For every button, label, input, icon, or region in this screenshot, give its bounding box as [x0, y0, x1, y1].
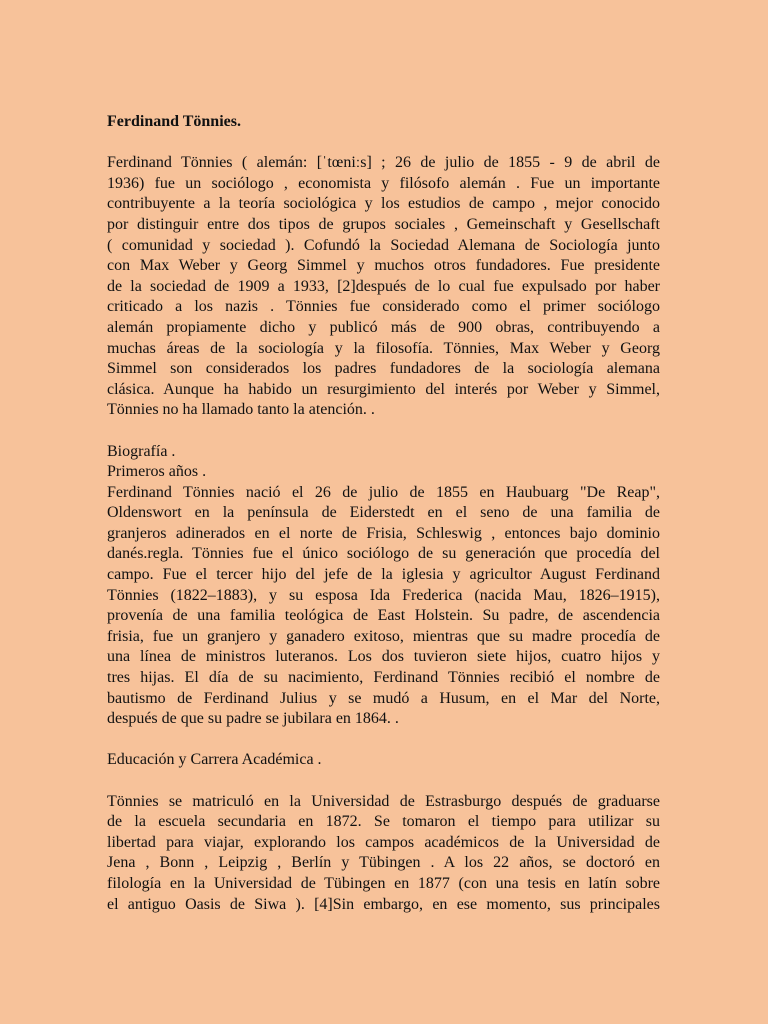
text-line: Simmel son considerados los padres fundadores de la sociología alemana	[107, 360, 660, 378]
text-line: por distinguir entre dos tipos de grupos sociales , Gemeinschaft y Gesellschaft	[107, 215, 660, 233]
text-line: bautismo de Ferdinand Julius y se mudó a Husum, en el Mar del Norte,	[107, 689, 660, 707]
paragraph-gap	[107, 730, 660, 751]
text-line: Jena , Bonn , Leipzig , Berlín y Tübingen . A los 22 años, se doctoró en	[107, 854, 660, 872]
text-line: Ferdinand Tönnies ( alemán: [ˈtœniːs] ; 26 de julio de 1855 - 9 de abril de	[107, 154, 660, 172]
text-line: después de que su padre se jubilara en 1864. .	[107, 710, 399, 728]
text-line: danés.regla. Tönnies fue el único sociólogo de su generación que procedía del	[107, 545, 660, 563]
education-paragraph	[107, 792, 660, 916]
early-years-heading: Primeros años .	[107, 463, 207, 481]
early-years-paragraph	[107, 483, 660, 730]
text-line: de la sociedad de 1909 a 1933, [2]después de lo cual fue expulsado por haber	[107, 277, 660, 295]
paragraph-gap	[107, 421, 660, 442]
text-line: Tönnies no ha llamado tanto la atención. .	[107, 401, 375, 419]
text-line: libertad para viajar, explorando los campos académicos de la Universidad de	[107, 833, 660, 851]
text-line: criticado a los nazis . Tönnies fue considerado como el primer sociólogo	[107, 298, 660, 316]
text-line: de la escuela secundaria en 1872. Se tomaron el tiempo para utilizar su	[107, 813, 660, 831]
text-line: granjeros adinerados en el norte de Frisia, Schleswig , entonces bajo dominio	[107, 524, 660, 542]
text-line: Tönnies (1822–1883), y su esposa Ida Frederica (nacida Mau, 1826–1915),	[107, 586, 660, 604]
text-line: frisia, fue un granjero y ganadero exitoso, mientras que su madre procedía de	[107, 627, 660, 645]
text-line: clásica. Aunque ha habido un resurgimiento del interés por Weber y Simmel,	[107, 380, 660, 398]
text-line: filología en la Universidad de Tübingen en 1877 (con una tesis en latín sobre	[107, 874, 660, 892]
text-line: muchas áreas de la sociología y la filosofía. Tönnies, Max Weber y Georg	[107, 339, 660, 357]
text-line: contribuyente a la teoría sociológica y los estudios de campo , mejor conocido	[107, 195, 660, 213]
document-title: Ferdinand Tönnies.	[107, 113, 241, 130]
text-line: Tönnies se matriculó en la Universidad de Estrasburgo después de graduarse	[107, 792, 660, 810]
paragraph-gap	[107, 771, 660, 792]
text-line: provenía de una familia teológica de East Holstein. Su padre, de ascendencia	[107, 607, 660, 625]
text-line: el antiguo Oasis de Siwa ). [4]Sin embargo, en ese momento, sus principales	[107, 895, 660, 913]
text-line: campo. Fue el tercer hijo del jefe de la iglesia y agricultor August Ferdinand	[107, 566, 660, 584]
text-line: ( comunidad y sociedad ). Cofundó la Sociedad Alemana de Sociología junto	[107, 236, 660, 254]
text-line: tres hijas. El día de su nacimiento, Ferdinand Tönnies recibió el nombre de	[107, 669, 660, 687]
text-line: 1936) fue un sociólogo , economista y filósofo alemán . Fue un importante	[107, 174, 660, 192]
text-line: alemán propiamente dicho y publicó más de 900 obras, contribuyendo a	[107, 318, 660, 336]
document-page	[107, 112, 660, 915]
intro-paragraph	[107, 153, 660, 421]
text-line: una línea de ministros luteranos. Los dos tuvieron siete hijos, cuatro hijos y	[107, 648, 660, 666]
education-heading: Educación y Carrera Académica .	[107, 751, 322, 769]
biography-heading: Biografía .	[107, 442, 176, 460]
text-line: Ferdinand Tönnies nació el 26 de julio de 1855 en Haubuarg "De Reap",	[107, 483, 660, 501]
text-line: con Max Weber y Georg Simmel y muchos otros fundadores. Fue presidente	[107, 257, 660, 275]
text-line: Oldenswort en la península de Eiderstedt en el seno de una familia de	[107, 504, 660, 522]
